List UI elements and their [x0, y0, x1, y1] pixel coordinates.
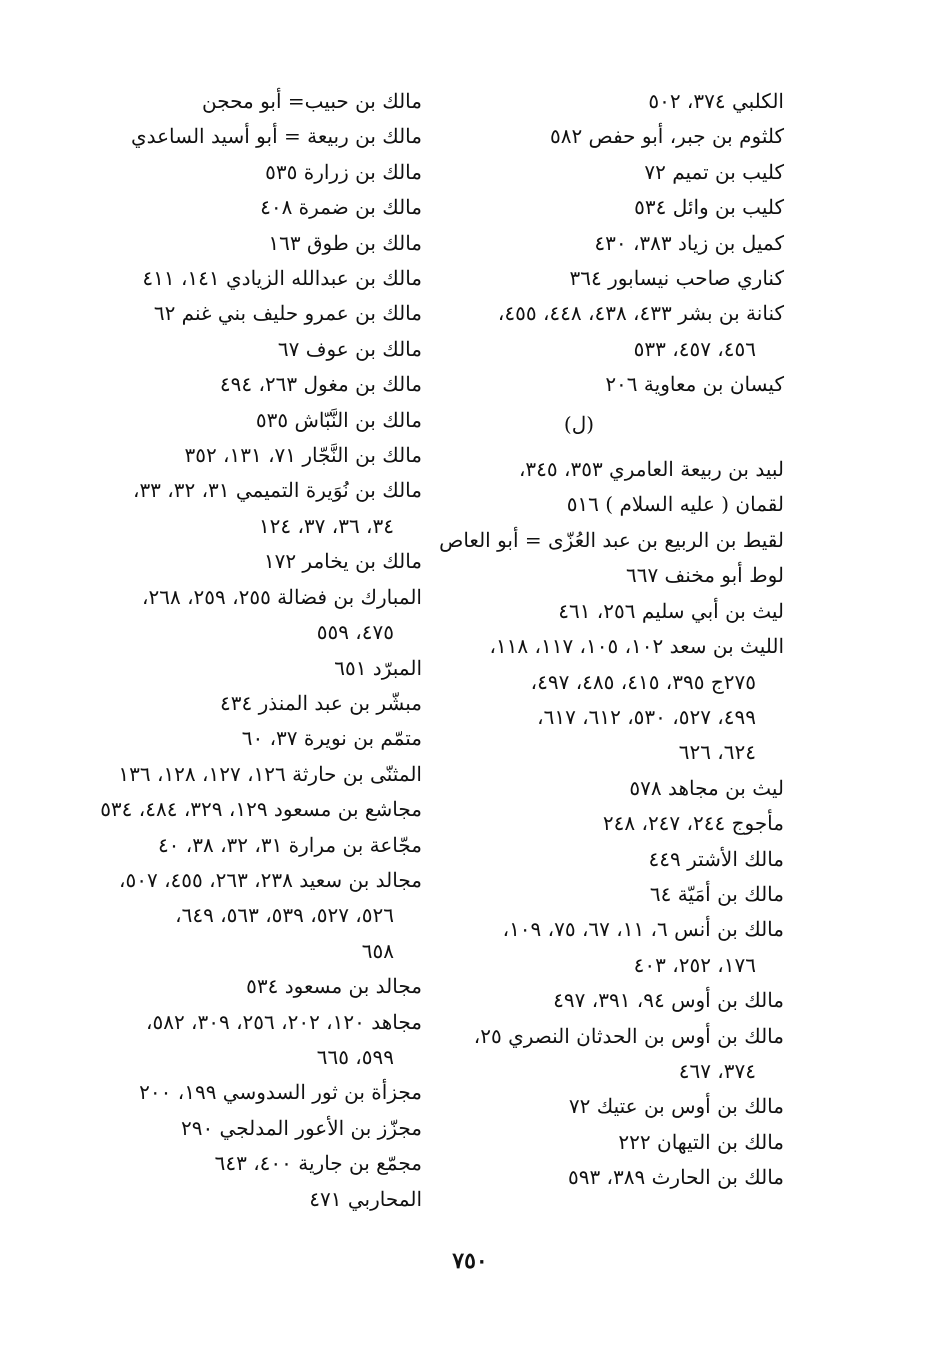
index-entry-continuation: ٦٢٤، ٦٢٦: [678, 740, 756, 765]
index-column-right: [434, 84, 784, 1196]
index-entry: مالك بن النَّجّار ٧١، ١٣١، ٣٥٢: [184, 443, 422, 468]
index-entry: مالك بن أوس ٩٤، ٣٩١، ٤٩٧: [553, 988, 784, 1013]
index-entry: مجالد بن مسعود ٥٣٤: [246, 974, 422, 999]
index-entry: مالك بن يخامر ١٧٢: [263, 549, 422, 574]
index-entry-continuation: ٤٧٥، ٥٥٩: [316, 620, 394, 645]
index-entry: مجاهد ١٢٠، ٢٠٢، ٢٥٦، ٣٠٩، ٥٨٢،: [145, 1009, 422, 1034]
index-entry: مالك بن زرارة ٥٣٥: [265, 159, 422, 184]
index-entry: كميل بن زياد ٣٨٣، ٤٣٠: [594, 230, 784, 255]
index-entry: لقمان ( عليه السلام ) ٥١٦: [566, 492, 784, 517]
index-entry-continuation: ٣٧٤، ٤٦٧: [678, 1058, 756, 1083]
index-entry: مجاشع بن مسعود ١٢٩، ٣٢٩، ٤٨٤، ٥٣٤: [100, 797, 422, 822]
index-entry: متمّم بن نويرة ٣٧، ٦٠: [241, 726, 422, 751]
index-entry-continuation: ٤٩٩، ٥٢٧، ٥٣٠، ٦١٢، ٦١٧،: [537, 704, 756, 729]
index-entry: مالك بن أوس بن الحدثان النصري ٢٥،: [473, 1023, 784, 1048]
index-entry: المحاربي ٤٧١: [309, 1186, 422, 1211]
index-entry: مالك بن عمرو حليف بني غنم ٦٢: [153, 301, 422, 326]
index-entry: مالك بن النَّبّاش ٥٣٥: [255, 407, 422, 432]
section-heading-lam: (ل): [563, 411, 595, 436]
index-entry-continuation: ٤٥٦، ٤٥٧، ٥٣٣: [633, 336, 756, 361]
index-entry: مالك الأشتر ٤٤٩: [648, 846, 784, 871]
index-entry: ليث بن مجاهد ٥٧٨: [629, 775, 784, 800]
index-entry: مالك بن التيهان ٢٢٢: [618, 1129, 784, 1154]
index-entry: المثنّى بن حارثة ١٢٦، ١٢٧، ١٢٨، ١٣٦: [118, 761, 422, 786]
index-entry: ليث بن أبي سليم ٢٥٦، ٤٦١: [558, 598, 784, 623]
index-entry: مالك بن طوق ١٦٣: [268, 230, 422, 255]
index-entry-continuation: ٢٧٥ج ٣٩٥، ٤١٥، ٤٨٥، ٤٩٧،: [530, 669, 756, 694]
index-entry: مالك بن ضمرة ٤٠٨: [260, 195, 422, 220]
index-entry: مبشّر بن عبد المنذر ٤٣٤: [220, 690, 422, 715]
index-entry: لقيط بن الربيع بن عبد العُزّى = أبو العاص: [439, 527, 784, 552]
index-entry: كلثوم بن جبر، أبو حفص ٥٨٢: [549, 124, 784, 149]
index-entry: مالك بن نُوَيرة التميمي ٣١، ٣٢، ٣٣،: [132, 478, 422, 503]
page-number: ٧٥٠: [452, 1248, 488, 1274]
index-entry: كليب بن تميم ٧٢: [644, 159, 784, 184]
index-entry: كيسان بن معاوية ٢٠٦: [605, 372, 784, 397]
index-entry: مالك بن الحارث ٣٨٩، ٥٩٣: [567, 1165, 784, 1190]
index-entry: المبرّد ٦٥١: [334, 655, 422, 680]
index-entry-continuation: ٥٢٦، ٥٢٧، ٥٣٩، ٥٦٣، ٦٤٩،: [175, 903, 394, 928]
index-entry: مالك بن أمَيّة ٦٤: [649, 881, 784, 906]
index-entry: مالك بن أنس ٦، ١١، ٦٧، ٧٥، ١٠٩،: [502, 917, 784, 942]
index-entry: كليب بن وائل ٥٣٤: [634, 195, 784, 220]
index-entry: مجالد بن سعيد ٢٣٨، ٢٦٣، ٤٥٥، ٥٠٧،: [119, 867, 422, 892]
index-entry: المبارك بن فضالة ٢٥٥، ٢٥٩، ٢٦٨،: [142, 584, 422, 609]
index-column-left: [77, 84, 422, 1217]
index-entry: مجزّز بن الأعور المدلجي ٢٩٠: [180, 1115, 422, 1140]
index-entry: مالك بن حبيب= أبو محجن: [201, 89, 422, 113]
index-entry-continuation: ٥٩٩، ٦٦٥: [316, 1044, 394, 1069]
index-entry: لبيد بن ربيعة العامري ٣٥٣، ٣٤٥،: [518, 457, 784, 482]
index-entry-continuation: ٦٥٨: [361, 938, 394, 963]
index-entry: مالك بن ربيعة = أبو أسيد الساعدي: [130, 124, 422, 149]
index-entry: الليث بن سعد ١٠٢، ١٠٥، ١١٧، ١١٨،: [489, 634, 784, 659]
index-entry: مالك بن عوف ٦٧: [277, 336, 422, 361]
index-entry: مجّاعة بن مرارة ٣١، ٣٢، ٣٨، ٤٠: [157, 832, 422, 857]
index-entry-continuation: ١٧٦، ٢٥٢، ٤٠٣: [633, 952, 756, 977]
index-entry: كنانة بن بشر ٤٣٣، ٤٣٨، ٤٤٨، ٤٥٥،: [497, 301, 784, 326]
index-entry: مالك بن أوس بن عتيك ٧٢: [568, 1094, 784, 1119]
index-entry: لوط أبو مخنف ٦٦٧: [625, 563, 784, 588]
index-entry-continuation: ٣٤، ٣٦، ٣٧، ١٢٤: [258, 513, 394, 538]
index-entry: مالك بن عبدالله الزيادي ١٤١، ٤١١: [142, 266, 422, 291]
index-entry: مجمّع بن جارية ٤٠٠، ٦٤٣: [214, 1151, 422, 1176]
index-entry: مالك بن مغول ٢٦٣، ٤٩٤: [219, 372, 422, 397]
index-entry: مأجوج ٢٤٤، ٢٤٧، ٢٤٨: [602, 811, 784, 836]
index-entry: الكلبي ٣٧٤، ٥٠٢: [648, 89, 784, 113]
index-entry: كناري صاحب نيسابور ٣٦٤: [569, 266, 784, 291]
index-entry: مجزأة بن ثور السدوسي ١٩٩، ٢٠٠: [139, 1080, 422, 1105]
